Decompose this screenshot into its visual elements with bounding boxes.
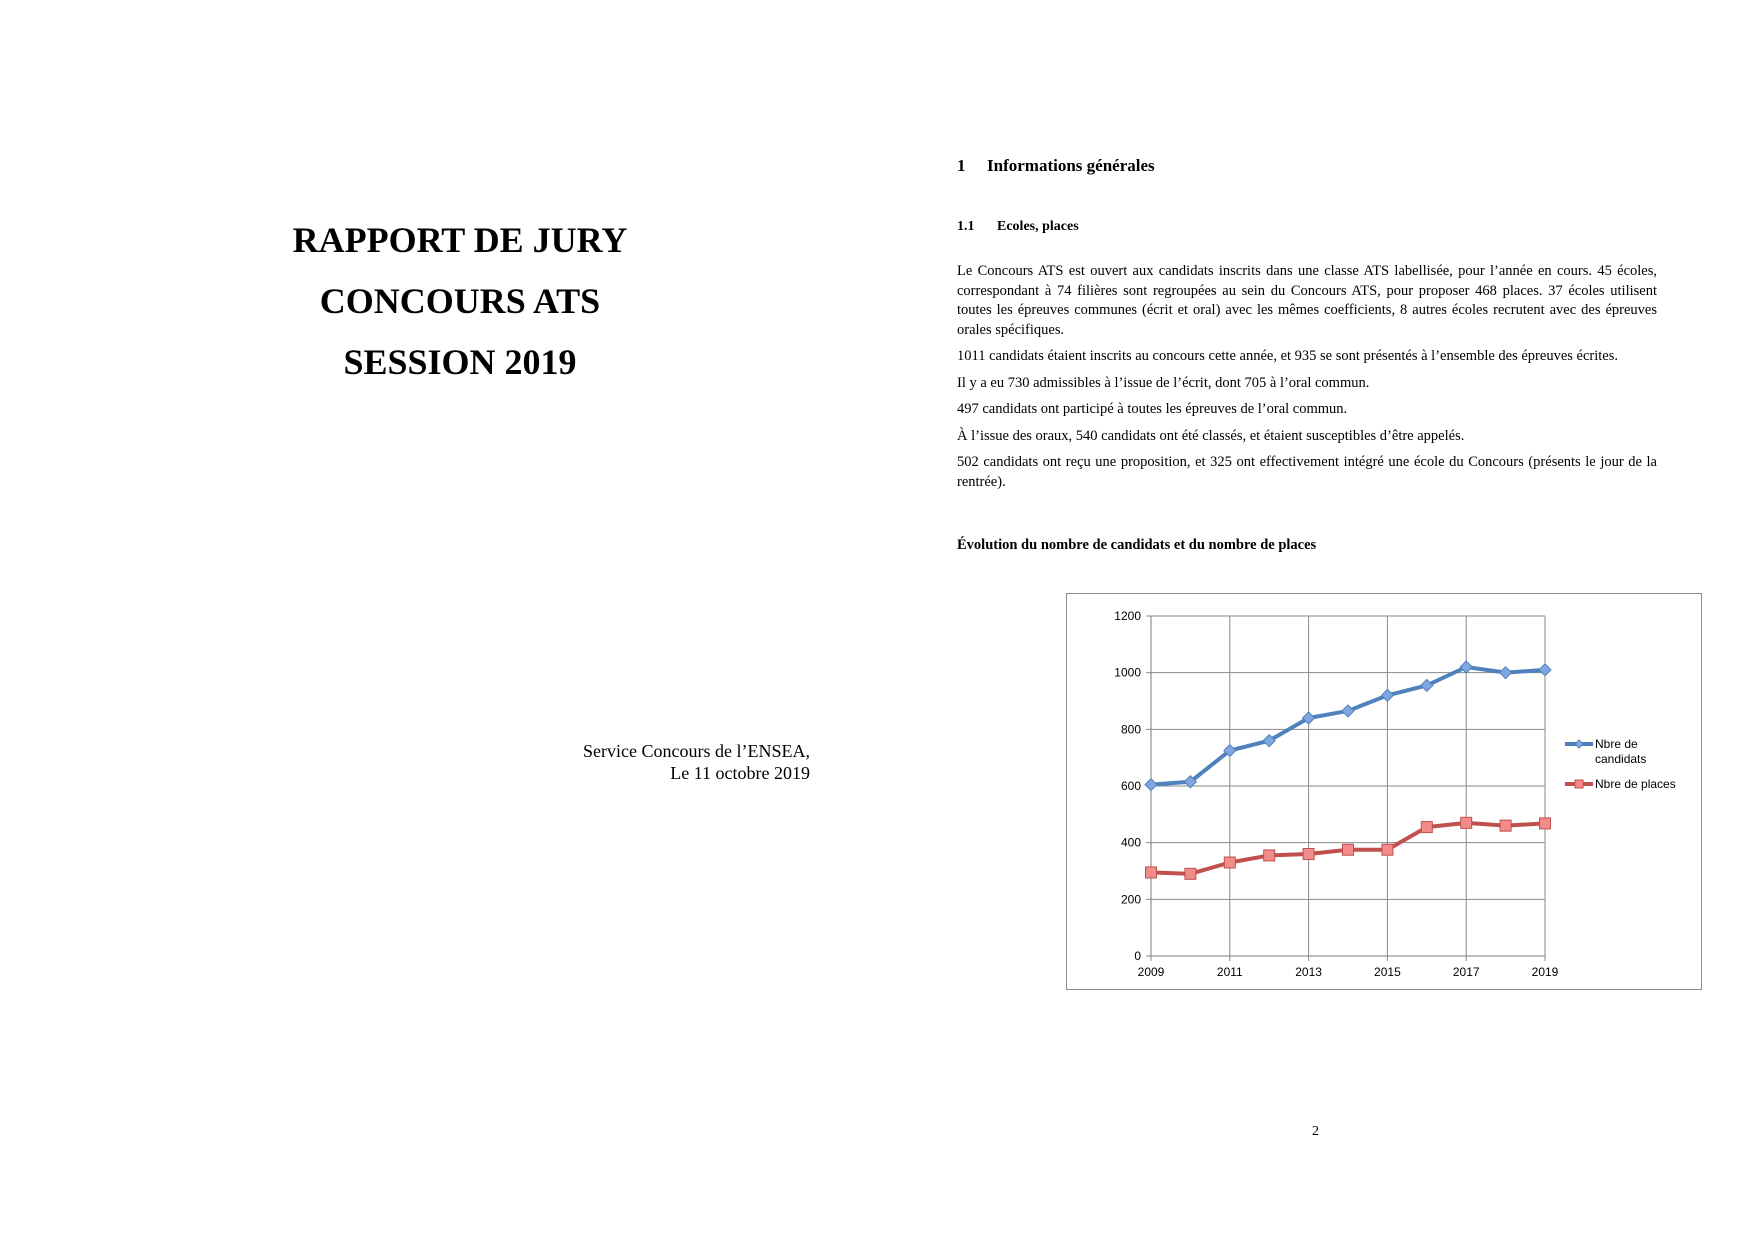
data-point-candidats [1539,664,1551,676]
data-point-places [1185,868,1196,879]
series-line-1 [1151,667,1545,785]
y-tick-label: 800 [1120,722,1141,737]
data-point-candidats [1381,689,1393,701]
report-title [200,210,720,393]
x-tick-label: 2015 [1374,965,1401,979]
section-heading [957,156,1155,176]
x-tick-label: 2017 [1452,965,1480,979]
page-number: 2 [1312,1124,1319,1139]
service-name: Service Concours de l’ENSEA, [583,741,810,761]
y-tick-label: 0 [1134,949,1141,963]
x-tick-label: 2019 [1531,965,1559,979]
data-point-places [1264,850,1275,861]
x-tick-label: 2013 [1295,965,1322,979]
data-point-places [1343,844,1354,855]
title-line-3: SESSION 2019 [343,342,577,382]
y-tick-label: 1000 [1114,665,1141,680]
legend-marker-places [1575,780,1583,788]
y-tick-label: 600 [1120,779,1141,793]
legend-label: Nbre de places [1595,777,1676,791]
data-point-candidats [1500,667,1512,679]
data-point-candidats [1421,679,1433,691]
service-signature [480,740,810,784]
line-chart [1066,593,1702,990]
paragraph-6: 502 candidats ont reçu une proposition, et 325 ont effectivement intégré une école du Concours (présents le jour de la rentrée). [957,454,1657,490]
data-point-places [1540,818,1551,829]
report-date: Le 11 octobre 2019 [670,763,810,783]
paragraph-1: Le Concours ATS est ouvert aux candidats inscrits dans une classe ATS labellisée, pour l’année en cours. 45 écoles, correspondant à 74 filières sont regroupées au sein du Concours ATS, pour proposer 468 places. 37 écoles utilisent toutes les épreuves communes (écrit et oral) avec les mêmes coefficients, 8 autres écoles recrutent avec des épreuves orales spécifiques. [957,263,1657,338]
subsection-number: 1.1 [957,219,975,234]
legend-label: Nbre de [1595,737,1638,751]
data-point-places [1421,822,1432,833]
subsection-heading [957,219,1079,235]
section-title: Informations générales [987,156,1155,175]
data-point-places [1303,849,1314,860]
data-point-places [1500,820,1511,831]
data-point-candidats [1145,779,1157,791]
data-point-places [1224,857,1235,868]
paragraph-5: À l’issue des oraux, 540 candidats ont été classés, et étaient susceptibles d’être appelés. [957,427,1465,444]
legend-label: candidats [1595,752,1647,766]
section-number: 1 [957,156,966,175]
y-tick-label: 400 [1120,835,1141,850]
title-line-1: RAPPORT DE JURY [292,220,628,260]
paragraph-3: Il y a eu 730 admissibles à l’issue de l’écrit, dont 705 à l’oral commun. [957,374,1370,391]
y-tick-label: 200 [1120,892,1141,907]
chart-svg [1067,594,1703,991]
x-tick-label: 2011 [1216,965,1243,979]
paragraph-2: 1011 candidats étaient inscrits au concours cette année, et 935 se sont présentés à l’ensemble des épreuves écrites. [957,348,1618,364]
chart-heading: Évolution du nombre de candidats et du nombre de places [957,537,1317,553]
data-point-candidats [1460,661,1472,673]
right-page [877,0,1754,1240]
data-point-places [1382,844,1393,855]
legend-marker-candidats [1575,740,1583,748]
data-point-places [1146,867,1157,878]
x-tick-label: 2009 [1137,965,1165,979]
title-line-2: CONCOURS ATS [319,281,601,321]
subsection-title: Ecoles, places [997,219,1079,234]
paragraph-4: 497 candidats ont participé à toutes les épreuves de l’oral commun. [957,401,1348,417]
data-point-candidats [1342,705,1354,717]
data-point-places [1461,817,1472,828]
body-text [957,262,1657,499]
y-tick-label: 1200 [1114,609,1141,623]
